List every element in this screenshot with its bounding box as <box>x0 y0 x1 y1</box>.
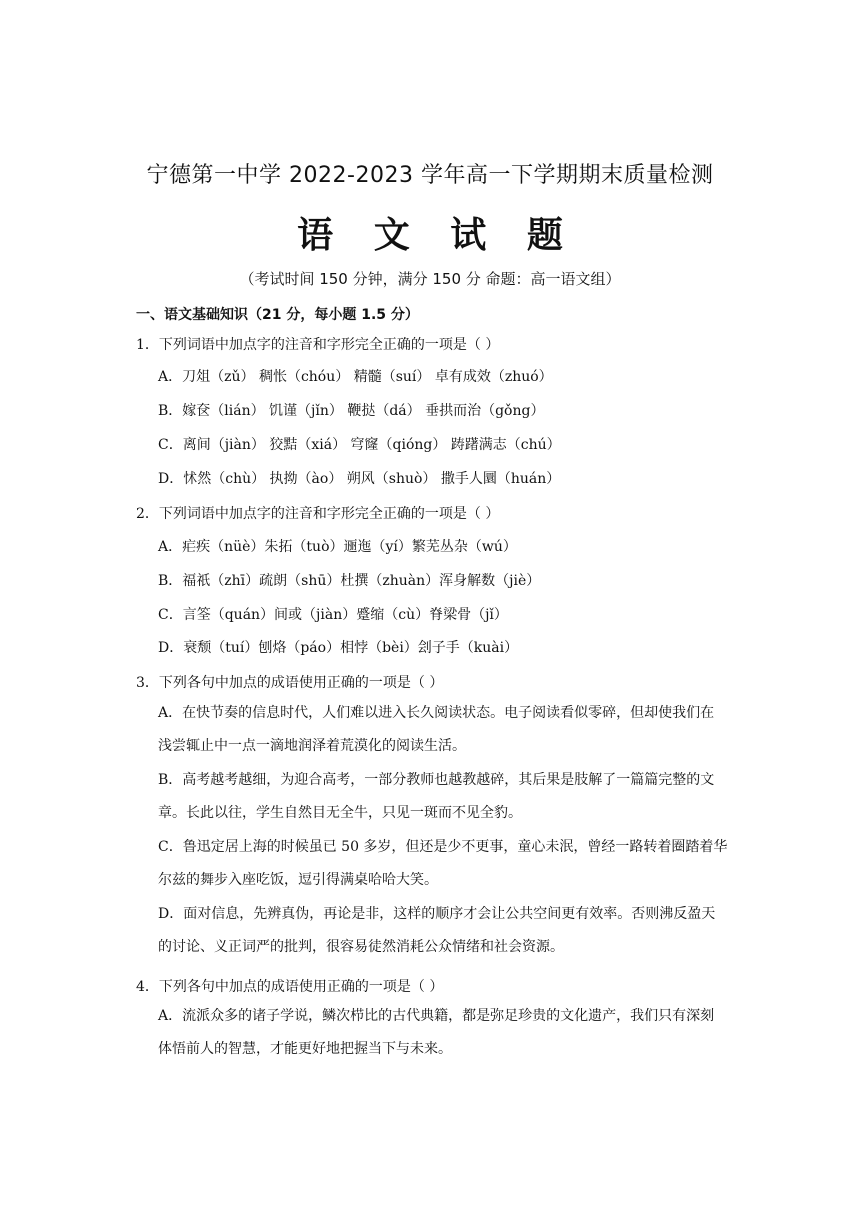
option-d: D．面对信息，先辨真伪，再论是非，这样的顺序才会让公共空间更有效率。否则沸反盈天的讨论、义正词严的批判，很容易徒然消耗公众情绪和社会资源。 <box>158 906 716 955</box>
subject-char: 题 <box>526 215 563 256</box>
option-c: C．离间（jiàn） 狡黠（xiá） 穹窿（qióng） 踌躇满志（chú） <box>158 437 561 453</box>
option-c: C．言筌（quán）间或（jiàn）蹙缩（cù）脊梁骨（jǐ） <box>158 607 508 623</box>
question-stem: 2．下列词语中加点字的注音和字形完全正确的一项是（ ） <box>136 506 500 522</box>
option-d: D．衰颓（tuí）刨烙（páo）相悖（bèi）刽子手（kuài） <box>158 640 519 656</box>
subject-char: 语 <box>297 215 334 256</box>
option-a: A．刀俎（zǔ） 稠怅（chóu） 精髓（suí） 卓有成效（zhuó） <box>158 369 553 385</box>
subject-char: 试 <box>450 215 487 256</box>
question-stem: 1．下列词语中加点字的注音和字形完全正确的一项是（ ） <box>136 337 500 353</box>
option-a: A．在快节奏的信息时代，人们难以进入长久阅读状态。电子阅读看似零碎，但却使我们在浅尝辄止中一点一滴地润泽着荒漠化的阅读生活。 <box>158 705 715 754</box>
subject-char: 文 <box>373 215 410 256</box>
option-a: A．疟疾（nüè）朱拓（tuò）逦迤（yí）繁芜丛杂（wú） <box>158 539 517 555</box>
exam-title: 宁德第一中学 2022-2023 学年高一下学期期末质量检测 <box>146 163 714 188</box>
question-stem: 3．下列各句中加点的成语使用正确的一项是（ ） <box>136 675 444 691</box>
option-a: A．流派众多的诸子学说，鳞次栉比的古代典籍，都是弥足珍贵的文化遗产，我们只有深刻体悟前人的智慧，才能更好地把握当下与未来。 <box>158 1008 715 1057</box>
question-stem: 4．下列各句中加点的成语使用正确的一项是（ ） <box>136 979 444 995</box>
option-d: D．怵然（chù） 执拗（ào） 朔风（shuò） 撒手人圜（huán） <box>158 471 561 487</box>
subject-heading <box>0 207 860 258</box>
option-b: B．嫁奁（lián） 饥谨（jǐn） 鞭挞（dá） 垂拱而治（gǒng） <box>158 403 545 419</box>
option-c: C．鲁迅定居上海的时候虽已 50 多岁，但还是少不更事，童心未泯，曾经一路转着圈踏着华尔兹的舞步入座吃饭，逗引得满桌哈哈大笑。 <box>158 839 728 888</box>
section-heading: 一、语文基础知识（21 分，每小题 1.5 分） <box>136 307 419 323</box>
exam-info: （考试时间 150 分钟，满分 150 分 命题：高一语文组） <box>239 270 621 288</box>
option-b: B．福祇（zhī）疏朗（shū）杜撰（zhuàn）浑身解数（jiè） <box>158 573 541 589</box>
option-b: B．高考越考越细，为迎合高考，一部分教师也越教越碎，其后果是肢解了一篇篇完整的文章。长此以往，学生自然目无全牛，只见一斑而不见全豹。 <box>158 772 715 821</box>
